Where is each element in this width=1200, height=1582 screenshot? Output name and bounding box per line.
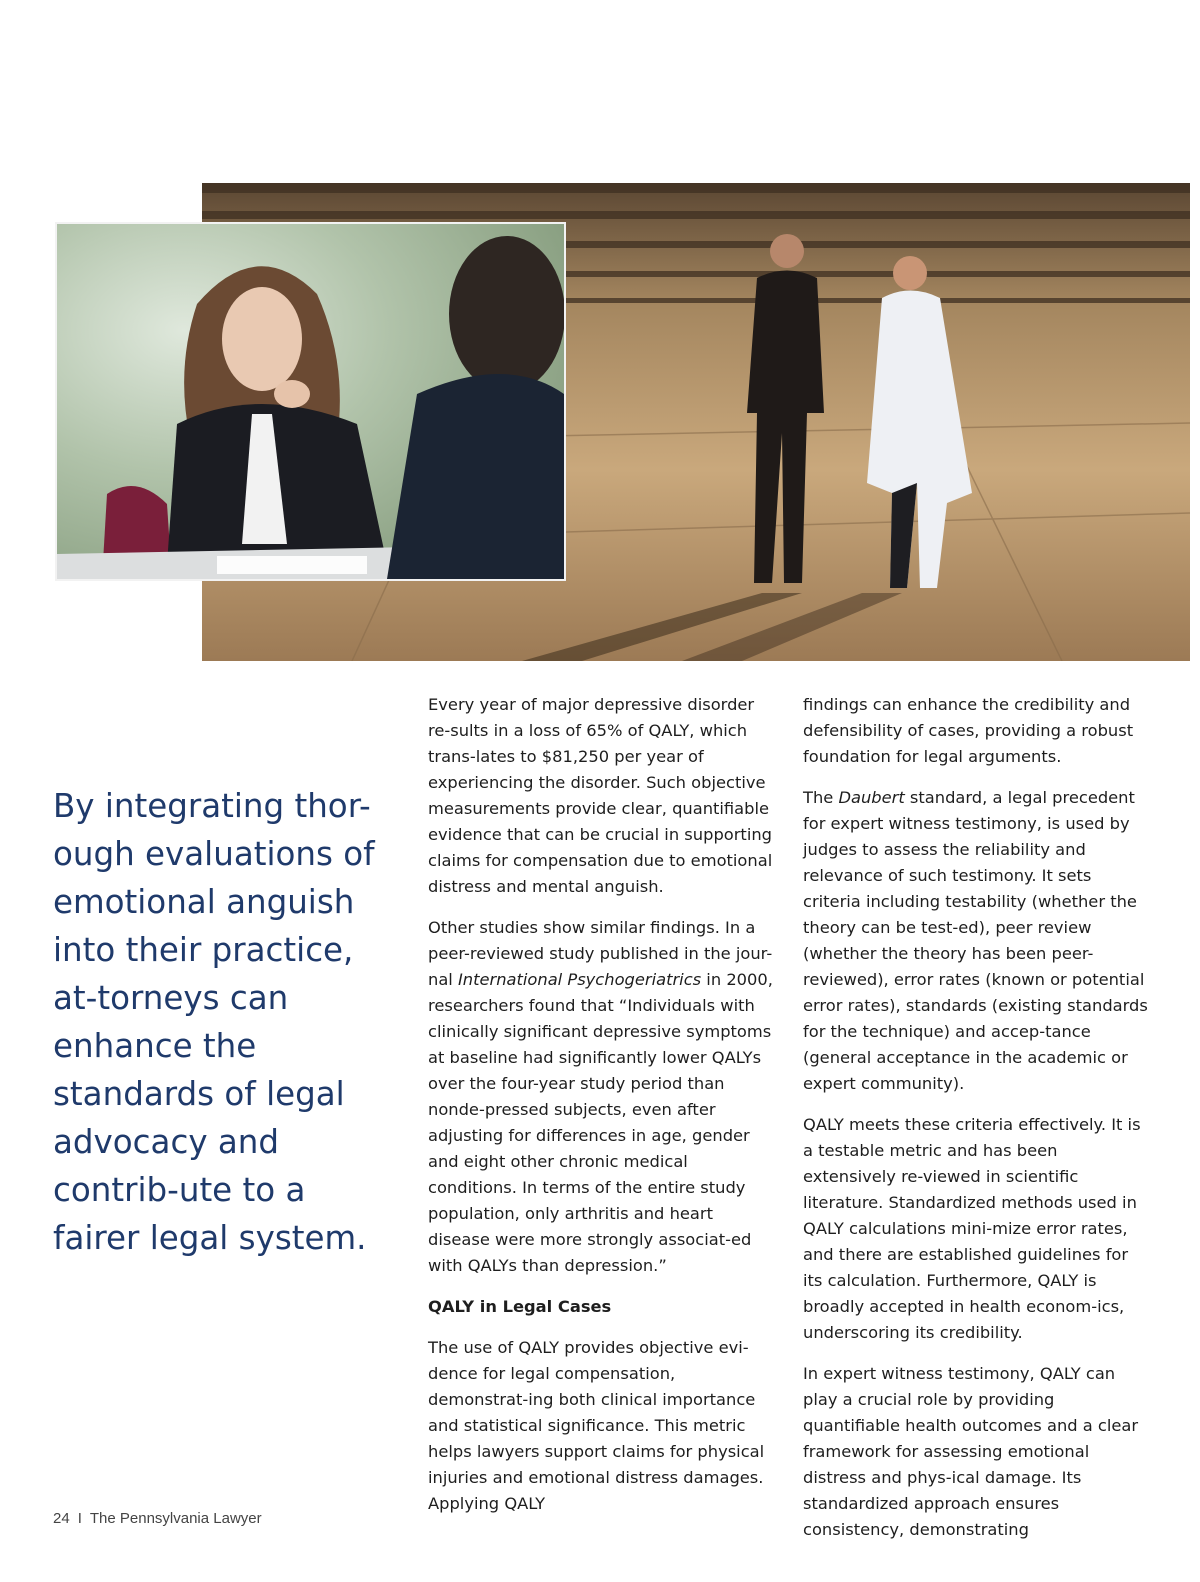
body-column-right — [803, 692, 1148, 1558]
paragraph: findings can enhance the credibility and defensibility of cases, providing a robust foundation for legal arguments. — [803, 695, 1134, 766]
paragraph: QALY meets these criteria effectively. It is a testable metric and has been extensively re-viewed in scientific literature. Standardized methods used in QALY calculations mini-mize error rates, and there are established guidelines for its calculation. Furthermore, QALY is broadly accepted in health econom-ics, underscoring its credibility. — [803, 1115, 1141, 1342]
journal-title: International Psychogeriatrics — [458, 970, 702, 989]
paragraph — [803, 785, 1148, 1097]
page-number: 24 — [53, 1510, 70, 1527]
text-run: Other studies show similar findings. In a peer-reviewed study published in the jour-nal — [428, 918, 773, 989]
section-heading: QALY in Legal Cases — [428, 1297, 612, 1316]
text-run: standard, a legal precedent for expert witness testimony, is used by judges to assess the reliability and relevance of such testimony. It sets criteria including testability (whether the theory can be test-ed), peer review (whether the theory has been peer-reviewed), error rates (known or potential error rates), standards (existing standards for the technique) and accep-tance (general acceptance in the academic or expert community). — [803, 788, 1148, 1093]
page-footer — [53, 1510, 262, 1527]
photo-woman-listening — [55, 222, 566, 581]
paragraph: Every year of major depressive disorder re-sults in a loss of 65% of QALY, which trans-lates to $81,250 per year of experiencing the disorder. Such objective measurements provide clear, quantifiable evidence that can be crucial in supporting claims for compensation due to emotional distress and mental anguish. — [428, 695, 773, 896]
paragraph: The use of QALY provides objective evi-dence for legal compensation, demonstrat-ing both clinical importance and statistical significance. This metric helps lawyers support claims for physical injuries and emotional distress damages. Applying QALY — [428, 1338, 765, 1513]
publication-name: The Pennsylvania Lawyer — [89, 1510, 262, 1527]
pull-quote: By integrating thor-ough evaluations of emotional anguish into their practice, at-torneys can enhance the standards of legal advocacy and contrib-ute to a fairer legal system. — [53, 787, 375, 1257]
text-run: in 2000, researchers found that “Individuals with clinically significant depressive symptoms at baseline had significantly lower QALYs over the four-year study period than nonde-pressed subjects, even after adjusting for differences in age, gender and eight other chronic medical conditions. In terms of the entire study population, only arthritis and heart disease were more strongly associat-ed with QALYs than depression.” — [428, 970, 773, 1275]
paragraph: In expert witness testimony, QALY can play a crucial role by providing quantifiable health outcomes and a clear framework for assessing emotional distress and phys-ical damage. Its standardized approach ensures consistency, demonstrating — [803, 1364, 1139, 1539]
footer-separator: I — [77, 1510, 82, 1527]
body-column-left — [428, 692, 773, 1532]
case-name: Daubert — [838, 788, 905, 807]
text-run: The — [803, 788, 839, 807]
paragraph — [428, 915, 773, 1279]
